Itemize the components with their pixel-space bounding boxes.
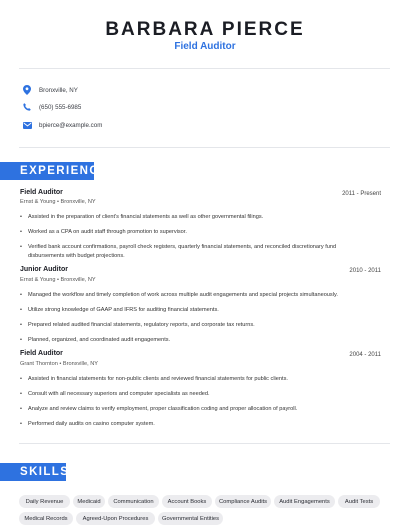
- skill-chip: Governmental Entities: [158, 512, 223, 525]
- job-bullet: • Analyze and review claims to verify employment, proper classification coding and proper allocation of payroll.: [20, 405, 360, 414]
- job-bullet: • Assisted in the preparation of client's financial statements as well as other governmental filings.: [20, 213, 360, 222]
- job-bullet: • Assisted in financial statements for non-public clients and reviewed financial statements for public clients.: [20, 375, 360, 384]
- skills-heading: SKILLS: [0, 463, 66, 481]
- divider: [19, 443, 390, 444]
- skill-chip: Audit Engagements: [274, 495, 335, 508]
- job-title: Junior Auditor: [20, 266, 68, 273]
- skill-chip: Communication: [108, 495, 159, 508]
- skill-chip: Medical Records: [19, 512, 73, 525]
- job-title: Field Auditor: [20, 189, 63, 196]
- job-bullet: • Worked as a CPA on audit staff through promotion to supervisor.: [20, 228, 360, 237]
- skill-chip: Agreed-Upon Procedures: [76, 512, 155, 525]
- job-bullet: • Verified bank account confirmations, payroll check registers, quarterly financial statements, and reconciled discretionary fund disbursements with budget projections.: [20, 243, 360, 260]
- job-company: Ernst & Young • Bronxville, NY: [20, 277, 96, 283]
- skill-chip: Medicaid: [73, 495, 105, 508]
- contact-location: [22, 84, 78, 96]
- job-dates: 2010 - 2011: [349, 268, 381, 274]
- skill-chip: Daily Revenue: [19, 495, 70, 508]
- job-bullet: • Planned, organized, and coordinated audit engagements.: [20, 336, 360, 345]
- job-bullet: • Prepared related audited financial statements, regulatory reports, and corporate tax returns.: [20, 321, 360, 330]
- candidate-role: Field Auditor: [174, 41, 236, 52]
- location-text: Bronxville, NY: [39, 86, 78, 94]
- phone-text: (650) 555-6985: [39, 103, 82, 111]
- contact-phone: [22, 101, 81, 113]
- email-text: bpierce@example.com: [39, 121, 103, 129]
- experience-heading: EXPERIENCE: [0, 162, 94, 180]
- job-bullet: • Performed daily audits on casino computer system.: [20, 420, 360, 429]
- map-pin-icon: [22, 84, 32, 96]
- job-company: Ernst & Young • Bronxville, NY: [20, 199, 96, 205]
- job-company: Grant Thornton • Bronxville, NY: [20, 361, 99, 367]
- job-bullet: • Managed the workflow and timely completion of work across multiple audit engagements and special projects simultaneously.: [20, 291, 360, 300]
- job-dates: 2004 - 2011: [349, 352, 381, 358]
- contact-email: [22, 119, 102, 131]
- divider: [19, 147, 390, 148]
- mail-icon: [22, 119, 32, 131]
- skill-chip: Compliance Audits: [215, 495, 271, 508]
- skill-chip: Account Books: [162, 495, 212, 508]
- divider: [19, 68, 390, 69]
- skill-chip: Audit Tests: [338, 495, 380, 508]
- job-bullet: • Consult with all necessary superiors and computer specialists as needed.: [20, 390, 360, 399]
- job-title: Field Auditor: [20, 350, 63, 357]
- phone-icon: [22, 101, 32, 113]
- job-dates: 2011 - Present: [342, 191, 381, 197]
- job-bullet: • Utilize strong knowledge of GAAP and IFRS for auditing financial statements.: [20, 306, 360, 315]
- candidate-name: BARBARA PIERCE: [105, 19, 305, 40]
